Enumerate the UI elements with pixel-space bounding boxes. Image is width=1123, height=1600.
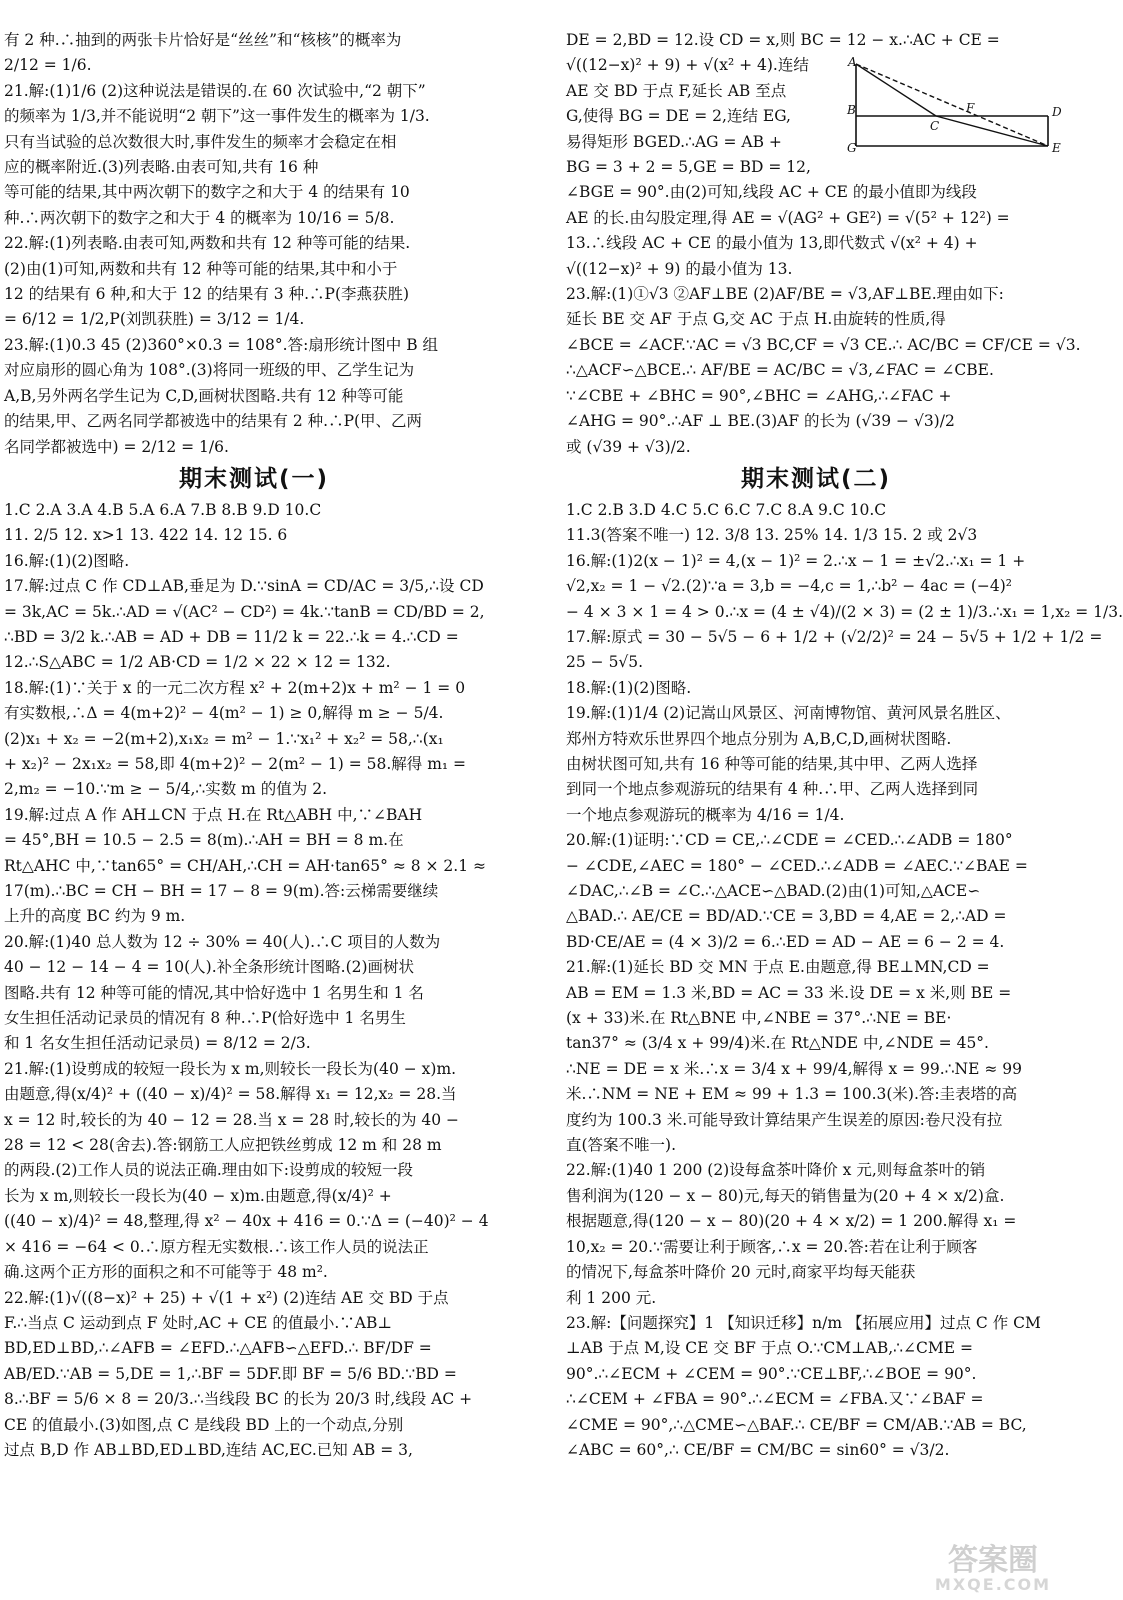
answer-line: ⊥AB 于点 M,设 CE 交 BF 于点 O.∵CM⊥AB,∴∠CME = [566,1339,973,1358]
answer-line: 16.解:(1)2(x − 1)² = 4,(x − 1)² = 2.∴x − 1 = ±√2.∴x₁ = 1 + [566,551,1026,570]
watermark-en: MXQE.COM [934,1575,1052,1594]
answer-line: 由树状图可知,共有 16 种等可能的结果,其中甲、乙两人选择 [566,754,978,773]
answer-line: 19.解:过点 A 作 AH⊥CN 于点 H.在 Rt△ABH 中,∵∠BAH [4,805,423,824]
answer-lines-top [4,28,504,460]
left-column [4,28,504,1463]
answer-line: △BAD.∴ AE/CE = BD/AD.∵CE = 3,BD = 4,AE = 2,∴AD = [566,907,1007,926]
answer-line: BD,ED⊥BD,∴∠AFB = ∠EFD.∴△AFB∽△EFD.∴ BF/DF = [4,1339,432,1358]
answer-line: 23.解:(1)0.3 45 (2)360°×0.3 = 108°.答:扇形统计图中 B 组 [4,335,439,354]
answer-line: 17.解:原式 = 30 − 5√5 − 6 + 1/2 + (√2/2)² = 24 − 5√5 + 1/2 + 1/2 = [566,627,1103,646]
answer-line: 23.解:【问题探究】1 【知识迁移】n/m 【拓展应用】过点 C 作 CM [566,1313,1041,1332]
answer-line: 根据题意,得(120 − x − 80)(20 + 4 × x/2) = 1 200.解得 x₁ = [566,1212,1017,1231]
answer-line: 21.解:(1)延长 BD 交 MN 于点 E.由题意,得 BE⊥MN,CD = [566,958,990,977]
answer-line: 有 2 种.∴抽到的两张卡片恰好是“丝丝”和“核核”的概率为 [4,31,402,49]
label-e: E [1052,141,1061,155]
answer-line: 应的概率附近.(3)列表略.由表可知,共有 16 种 [4,158,319,177]
answer-line: (x + 33)米.在 Rt△BNE 中,∠NBE = 37°.∴NE = BE· [566,1009,952,1028]
answer-line: 有实数根,∴Δ = 4(m+2)² − 4(m² − 1) ≥ 0,解得 m ≥ − 5/4. [4,704,444,723]
answer-line: 长为 x m,则较长一段长为(40 − x)m.由题意,得(x/4)² + [4,1186,392,1205]
geometry-figure [847,55,1068,155]
answer-line: 或 (√39 + √3)/2. [566,437,691,456]
answer-line: 利 1 200 元. [566,1288,657,1307]
answer-line: 11. 2/5 12. x>1 13. 422 14. 12 15. 6 [4,526,288,545]
answer-line: AB = EM = 1.3 米,BD = AC = 33 米.设 DE = x 米,则 BE = [566,983,1012,1002]
answer-line: = 3k,AC = 5k.∴AD = √(AC² − CD²) = 4k.∵tanB = CD/BD = 2, [4,602,485,621]
answer-line: 28 = 12 < 28(舍去).答:钢筋工人应把铁丝剪成 12 m 和 28 m [4,1136,442,1155]
answer-line: (2)x₁ + x₂ = −2(m+2),x₁x₂ = m² − 1.∵x₁² + x₂² = 58,∴(x₁ [4,729,444,748]
answer-line: A,B,另外两名学生记为 C,D,画树状图略.共有 12 种等可能 [4,386,404,405]
answer-line: 郑州方特欢乐世界四个地点分别为 A,B,C,D,画树状图略. [566,729,952,748]
answer-line: CE 的值最小.(3)如图,点 C 是线段 BD 上的一个动点,分别 [4,1415,404,1434]
answer-line: F.∴当点 C 运动到点 F 处时,AC + CE 的值最小.∵AB⊥ [4,1313,392,1332]
answer-line: ∠BGE = 90°.由(2)可知,线段 AC + CE 的最小值即为线段 [566,183,977,202]
answer-line: Rt△AHC 中,∵tan65° = CH/AH,∴CH = AH·tan65° ≈ 8 × 2.1 ≈ [4,856,486,875]
answer-line: × 416 = −64 < 0.∴原方程无实数根.∴该工作人员的说法正 [4,1237,429,1256]
answer-line: 22.解:(1)列表略.由表可知,两数和共有 12 种等可能的结果. [4,234,411,253]
answer-line: 等可能的结果,其中两次朝下的数字之和大于 4 的结果有 10 [4,183,410,202]
answer-line: tan37° ≈ (3/4 x + 99/4)米.在 Rt△NDE 中,∠NDE = 45°. [566,1034,989,1053]
section-title-final-test-2: 期末测试(二) [740,465,892,492]
answer-line: 女生担任活动记录员的情况有 8 种.∴P(恰好选中 1 名男生 [4,1009,406,1028]
answer-line: 一个地点参观游玩的概率为 4/16 = 1/4. [566,805,845,824]
answer-line: DE = 2,BD = 12.设 CD = x,则 BC = 12 − x.∴AC + CE = [566,31,1000,49]
line-ac [856,64,936,116]
answer-line: 直(答案不唯一). [566,1136,677,1155]
answer-line: = 45°,BH = 10.5 − 2.5 = 8(m).∴AH = BH = 8 m.在 [4,831,404,850]
answer-line: 23.解:(1)①√3 ②AF⊥BE (2)AF/BE = √3,AF⊥BE.理由如下: [566,285,1004,304]
answer-lines-bottom [4,498,504,1463]
answer-line: ∠BCE = ∠ACF.∵AC = √3 BC,CF = √3 CE.∴ AC/BC = CF/CE = √3. [566,335,1081,354]
section-title-final-test-1: 期末测试(一) [178,465,330,492]
answer-line: 2,m₂ = −10.∵m ≥ − 5/4,∴实数 m 的值为 2. [4,780,327,799]
answer-line: ∵∠CBE + ∠BHC = 90°,∠BHC = ∠AHG,∴∠FAC + [566,386,952,405]
answer-line: 17.解:过点 C 作 CD⊥AB,垂足为 D.∵sinA = CD/AC = 3/5,∴设 CD [4,577,484,596]
answer-line: + x₂)² − 2x₁x₂ = 58,即 4(m+2)² − 2(m² − 1) = 58.解得 m₁ = [4,754,467,773]
answer-line: x = 12 时,较长的为 40 − 12 = 28.当 x = 28 时,较长的为 40 − [4,1110,460,1129]
answer-line: 10,x₂ = 20.∵需要让利于顾客,∴x = 20.答:若在让利于顾客 [566,1237,978,1256]
label-c: C [930,119,940,133]
answer-line: 和 1 名女生担任活动记录员) = 8/12 = 2/3. [4,1034,311,1053]
answer-line: 90°.∴∠ECM + ∠CEM = 90°.∵CE⊥BF,∴∠BOE = 90°. [566,1364,977,1383]
answer-line: 21.解:(1)1/6 (2)这种说法是错误的.在 60 次试验中,“2 朝下” [4,81,426,100]
answer-line: 22.解:(1)√((8−x)² + 25) + √(1 + x²) (2)连结 AE 交 BD 于点 [4,1288,449,1307]
answer-line: 米.∴NM = NE + EM ≈ 99 + 1.3 = 100.3(米).答:圭表塔的高 [566,1085,1018,1104]
answer-line: 图略.共有 12 种等可能的情况,其中恰好选中 1 名男生和 1 名 [4,983,424,1002]
answer-line: 度约为 100.3 米.可能导致计算结果产生误差的原因:卷尺没有拉 [566,1110,1003,1129]
line-ce [936,116,1048,146]
answer-line: 18.解:(1)∵关于 x 的一元二次方程 x² + 2(m+2)x + m² − 1 = 0 [4,678,466,697]
answer-line: √((12−x)² + 9) + √(x² + 4).连结 [566,56,809,75]
answer-line: 延长 BE 交 AF 于点 G,交 AC 于点 H.由旋转的性质,得 [566,310,946,329]
answer-line: ∠ABC = 60°,∴ CE/BF = CM/BC = sin60° = √3/2. [566,1440,950,1459]
answer-line: = 6/12 = 1/2,P(刘凯获胜) = 3/12 = 1/4. [4,310,305,329]
answer-line: 25 − 5√5. [566,653,644,672]
answer-line: √((12−x)² + 9) 的最小值为 13. [566,259,793,278]
answer-line: ∴NE = DE = x 米.∴x = 3/4 x + 99/4,解得 x = 99.∴NE ≈ 99 [566,1059,1022,1078]
answer-line: BG = 3 + 2 = 5,GE = BD = 12, [566,158,811,177]
answer-line: 的结果,甲、乙两名同学都被选中的结果有 2 种.∴P(甲、乙两 [4,412,423,431]
answer-line: 由题意,得(x/4)² + ((40 − x)/4)² = 58.解得 x₁ = 12,x₂ = 28.当 [4,1085,457,1104]
answer-line: ∴∠CEM + ∠FBA = 90°.∴∠ECM = ∠FBA.又∵∠BAF = [566,1390,984,1409]
answer-line: 到同一个地点参观游玩的结果有 4 种.∴甲、乙两人选择到同 [566,780,979,799]
answer-lines-bottom [566,498,1123,1463]
answer-line: G,使得 BG = DE = 2,连结 EG, [566,107,791,126]
label-f: F [966,101,975,115]
answer-line: 16.解:(1)(2)图略. [4,551,130,570]
answer-line: 40 − 12 − 14 − 4 = 10(人).补全条形统计图略.(2)画树状 [4,958,415,977]
answer-line: ((40 − x)/4)² = 48,整理,得 x² − 40x + 416 = 0.∵Δ = (−40)² − 4 [4,1212,489,1231]
answer-line: 只有当试验的总次数很大时,事件发生的频率才会稳定在相 [4,132,397,151]
answer-line: 过点 B,D 作 AB⊥BD,ED⊥BD,连结 AC,EC.已知 AB = 3, [4,1440,413,1459]
answer-line: 2/12 = 1/6. [4,56,92,75]
answer-line: 20.解:(1)40 总人数为 12 ÷ 30% = 40(人).∴C 项目的人数为 [4,932,441,951]
answer-line: 的情况下,每盒茶叶降价 20 元时,商家平均每天能获 [566,1263,916,1282]
answer-line: AB/ED.∵AB = 5,DE = 1,∴BF = 5DF.即 BF = 5/6 BD.∵BD = [4,1364,457,1383]
answer-line: 11.3(答案不唯一) 12. 3/8 13. 25% 14. 1/3 15. 2 或 2√3 [566,526,978,545]
answer-line: ∠CME = 90°,∴△CME∽△BAF.∴ CE/BF = CM/AB.∵AB = BC, [566,1415,1027,1434]
answer-line: 8.∴BF = 5/6 × 8 = 20/3.∴当线段 BC 的长为 20/3 时,线段 AC + [4,1390,473,1409]
answer-line: BD·CE/AE = (4 × 3)/2 = 6.∴ED = AD − AE = 6 − 2 = 4. [566,932,1005,951]
answer-line: 1.C 2.A 3.A 4.B 5.A 6.A 7.B 8.B 9.D 10.C [4,500,322,519]
answer-line: AE 交 BD 于点 F,延长 AB 至点 [566,81,787,100]
label-d: D [1052,105,1062,119]
answer-line: 22.解:(1)40 1 200 (2)设每盒茶叶降价 x 元,则每盒茶叶的销 [566,1161,986,1180]
answer-line: 的两段.(2)工作人员的说法正确.理由如下:设剪成的较短一段 [4,1161,414,1180]
answer-line: 21.解:(1)设剪成的较短一段长为 x m,则较长一段长为(40 − x)m. [4,1059,457,1078]
right-column [566,28,1123,1463]
label-b: B [847,103,856,117]
answer-line: 名同学都被选中) = 2/12 = 1/6. [4,437,229,456]
answer-line: ∠DAC,∴∠B = ∠C.∴△ACE∽△BAD.(2)由(1)可知,△ACE∽ [566,882,981,900]
answer-line: ∴△ACF∽△BCE.∴ AF/BE = AC/BC = √3,∠FAC = ∠CBE. [566,361,994,380]
answer-line: 易得矩形 BGED.∴AG = AB + [566,132,782,151]
answer-line: 20.解:(1)证明:∵CD = CE,∴∠CDE = ∠CED.∴∠ADB = 180° [566,831,1013,850]
answer-line: 12.∴S△ABC = 1/2 AB·CD = 1/2 × 22 × 12 = 132. [4,653,391,672]
answer-line: (2)由(1)可知,两数和共有 12 种等可能的结果,其中和小于 [4,259,398,278]
answer-line: 1.C 2.B 3.D 4.C 5.C 6.C 7.C 8.A 9.C 10.C [566,500,887,519]
answer-line: 售利润为(120 − x − 80)元,每天的销售量为(20 + 4 × x/2)盒. [566,1186,1005,1205]
answer-line: 确.这两个正方形的面积之和不可能等于 48 m². [4,1263,328,1282]
answer-line: 的频率为 1/3,并不能说明“2 朝下”这一事件发生的概率为 1/3. [4,107,430,126]
answer-line: 17(m).∴BC = CH − BH = 17 − 8 = 9(m).答:云梯需要继续 [4,882,439,900]
answer-line: 12 的结果有 6 种,和大于 12 的结果有 3 种.∴P(李燕获胜) [4,285,410,304]
answer-line: − 4 × 3 × 1 = 4 > 0.∴x = (4 ± √4)/(2 × 3) = (2 ± 1)/3.∴x₁ = 1,x₂ = 1/3. [566,602,1123,621]
watermark-cn: 答案圈 [948,1543,1038,1578]
answer-line: ∴BD = 3/2 k.∴AB = AD + DB = 11/2 k = 22.∴k = 4.∴CD = [4,627,459,646]
answer-line: AE 的长.由勾股定理,得 AE = √(AG² + GE²) = √(5² + 12²) = [566,208,1010,227]
answer-line: 上升的高度 BC 约为 9 m. [4,907,186,926]
answer-line: 对应扇形的圆心角为 108°.(3)将同一班级的甲、乙学生记为 [4,361,415,380]
answer-line: 种.∴两次朝下的数字之和大于 4 的概率为 10/16 = 5/8. [4,208,395,227]
answer-line: 19.解:(1)1/4 (2)记嵩山风景区、河南博物馆、黄河风景名胜区、 [566,704,1011,723]
answer-line: √2,x₂ = 1 − √2.(2)∵a = 3,b = −4,c = 1,∴b² − 4ac = (−4)² [566,577,1012,596]
answer-line: ∠AHG = 90°.∴AF ⊥ BE.(3)AF 的长为 (√39 − √3)/2 [566,412,955,431]
label-a: A [848,55,857,69]
answer-line: 13.∴线段 AC + CE 的最小值为 13,即代数式 √(x² + 4) + [566,234,978,253]
answer-line: − ∠CDE,∠AEC = 180° − ∠CED.∴∠ADB = ∠AEC.∵∠BAE = [566,856,1028,875]
answer-line: 18.解:(1)(2)图略. [566,678,692,697]
label-g: G [847,141,857,155]
watermark-logo [918,1538,1068,1594]
line-ae [856,64,1048,146]
